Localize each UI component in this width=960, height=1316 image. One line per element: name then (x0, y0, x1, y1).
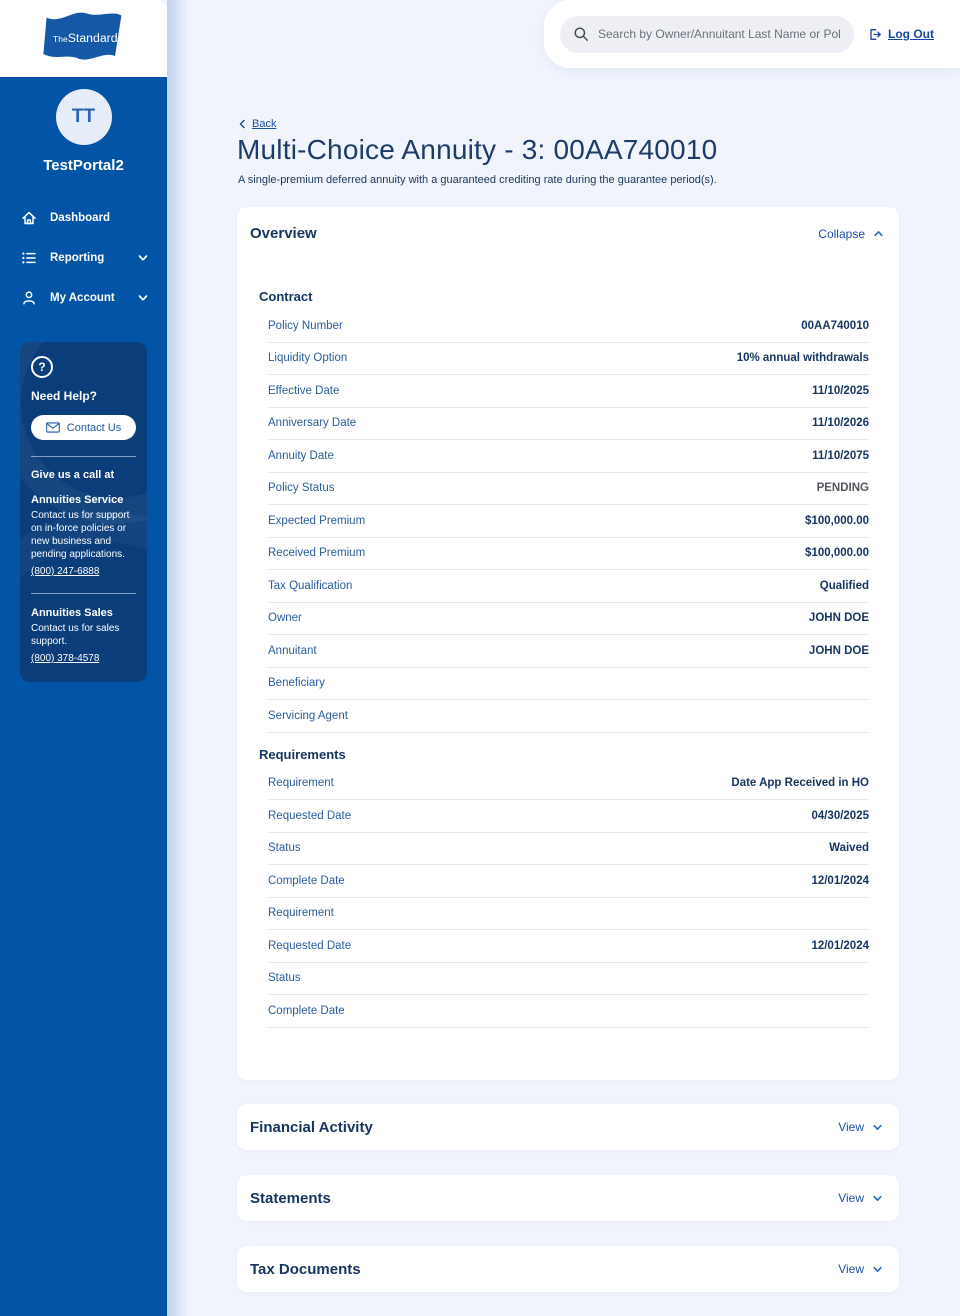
person-icon (20, 289, 38, 307)
row-label: Annuity Date (268, 449, 334, 462)
chevron-down-icon (136, 251, 150, 265)
phone-link[interactable]: (800) 378-4578 (31, 653, 100, 664)
table-row (268, 440, 869, 473)
chevron-up-icon (872, 227, 885, 240)
help-title: Need Help? (31, 389, 98, 403)
row-value: 00AA740010 (801, 319, 869, 332)
standard-flag-icon (38, 8, 130, 70)
help-section-body: Contact us for support on in-force policies or new business and pending applications. (31, 510, 130, 560)
page-subtitle: A single-premium deferred annuity with a guaranteed crediting rate during the guarantee period(s). (238, 174, 717, 186)
view-label: View (838, 1262, 864, 1276)
row-value: 11/10/2025 (812, 384, 869, 397)
row-value: $100,000.00 (805, 547, 869, 560)
search-icon (573, 26, 589, 42)
row-value: 04/30/2025 (811, 809, 869, 822)
row-label: Policy Status (268, 482, 335, 495)
row-value: JOHN DOE (808, 612, 869, 625)
call-heading: Give us a call at (31, 469, 115, 481)
row-label: Expected Premium (268, 514, 366, 527)
table-row (268, 538, 869, 571)
row-label: Liquidity Option (268, 352, 348, 365)
row-label: Requirement (268, 907, 334, 920)
row-label: Annuitant (268, 644, 317, 657)
statements-card (237, 1175, 899, 1221)
table-row (268, 700, 869, 733)
section-title: Tax Documents (250, 1260, 361, 1278)
row-value: PENDING (816, 482, 869, 495)
chevron-down-icon (871, 1121, 884, 1134)
view-label: View (838, 1120, 864, 1134)
svg-text:TheStandard™: TheStandard™ (52, 30, 122, 45)
sidebar-item-reporting[interactable] (0, 238, 167, 278)
row-value: Qualified (819, 579, 869, 592)
row-label: Requested Date (268, 809, 352, 822)
row-label: Requested Date (268, 939, 352, 952)
row-value: 12/01/2024 (811, 874, 869, 887)
logout-label: Log Out (888, 27, 934, 41)
row-value: Date App Received in HO (731, 777, 869, 790)
table-row (268, 963, 869, 996)
table-row (268, 505, 869, 538)
requirements-heading: Requirements (259, 746, 346, 762)
view-tax-documents-button[interactable] (838, 1262, 884, 1276)
home-icon (20, 209, 38, 227)
divider (31, 593, 136, 594)
report-list-icon (20, 249, 38, 267)
row-label: Servicing Agent (268, 709, 348, 722)
row-value: 11/10/2075 (812, 449, 869, 462)
sidebar-item-my-account[interactable] (0, 278, 167, 318)
contact-us-label: Contact Us (66, 421, 122, 434)
divider (31, 456, 136, 457)
table-row (268, 668, 869, 701)
view-financial-activity-button[interactable] (838, 1120, 884, 1134)
search-input[interactable] (598, 27, 841, 41)
row-label: Policy Number (268, 319, 343, 332)
question-circle-icon: ? (31, 356, 53, 378)
table-row (268, 995, 869, 1028)
view-label: View (838, 1191, 864, 1205)
table-row (268, 833, 869, 866)
row-value: Waived (829, 842, 869, 855)
table-row (268, 865, 869, 898)
row-value: 10% annual withdrawals (736, 352, 869, 365)
row-label: Complete Date (268, 874, 345, 887)
back-label: Back (252, 118, 277, 130)
table-row (268, 635, 869, 668)
avatar: TT (56, 89, 112, 145)
table-row (268, 408, 869, 441)
row-label: Beneficiary (268, 677, 325, 690)
table-row (268, 570, 869, 603)
view-statements-button[interactable] (838, 1191, 884, 1205)
chevron-down-icon (871, 1192, 884, 1205)
row-value: 12/01/2024 (811, 939, 869, 952)
table-row (268, 473, 869, 506)
sidebar (0, 77, 167, 1316)
phone-link[interactable]: (800) 247-6888 (31, 566, 100, 577)
chevron-down-icon (136, 291, 150, 305)
table-row (268, 930, 869, 963)
sidebar-shadow (167, 0, 189, 1316)
help-section-body: Contact us for sales support. (31, 623, 120, 647)
contract-heading: Contract (259, 289, 313, 304)
row-label: Complete Date (268, 1004, 345, 1017)
section-title: Financial Activity (250, 1118, 373, 1136)
row-label: Received Premium (268, 547, 366, 560)
row-value: 11/10/2026 (812, 417, 869, 430)
overview-content (237, 242, 899, 1028)
row-value: $100,000.00 (805, 514, 869, 527)
table-row (268, 898, 869, 931)
contract-rows (268, 310, 869, 733)
logout-icon (867, 27, 882, 42)
financial-activity-card (237, 1104, 899, 1150)
table-row (268, 603, 869, 636)
chevron-down-icon (871, 1263, 884, 1276)
overview-card (237, 207, 899, 1080)
overview-title: Overview (250, 225, 317, 242)
table-row (268, 800, 869, 833)
row-label: Anniversary Date (268, 417, 357, 430)
username: TestPortal2 (43, 157, 124, 174)
sidebar-nav (0, 198, 167, 318)
help-section-title: Annuities Sales (31, 607, 113, 619)
table-row (268, 310, 869, 343)
back-button[interactable] (238, 118, 276, 130)
collapse-label: Collapse (818, 226, 865, 241)
row-label: Status (268, 842, 301, 855)
envelope-icon (46, 422, 60, 433)
logout-button[interactable] (867, 27, 934, 42)
sidebar-item-label: Dashboard (50, 212, 111, 224)
table-row (268, 768, 869, 801)
need-help-card (20, 342, 147, 682)
row-label: Owner (268, 612, 302, 625)
row-value: JOHN DOE (808, 644, 869, 657)
topbar (544, 0, 960, 68)
row-label: Status (268, 972, 301, 985)
overview-header (237, 207, 899, 242)
contact-us-button[interactable] (31, 415, 136, 440)
search-box[interactable] (560, 16, 854, 53)
table-row (268, 375, 869, 408)
row-label: Requirement (268, 777, 334, 790)
row-label: Tax Qualification (268, 579, 353, 592)
sidebar-item-label: My Account (50, 292, 115, 304)
brand-logo (0, 0, 167, 77)
sidebar-item-dashboard[interactable] (0, 198, 167, 238)
user-profile (0, 89, 167, 174)
section-title: Statements (250, 1189, 331, 1207)
help-section-title: Annuities Service (31, 494, 124, 506)
tax-documents-card (237, 1246, 899, 1292)
sidebar-item-label: Reporting (50, 252, 105, 264)
page-title: Multi-Choice Annuity - 3: 00AA740010 (237, 134, 718, 165)
chevron-left-icon (238, 119, 247, 129)
requirements-rows (268, 768, 869, 1028)
row-label: Effective Date (268, 384, 340, 397)
table-row (268, 343, 869, 376)
collapse-button[interactable] (818, 227, 885, 241)
